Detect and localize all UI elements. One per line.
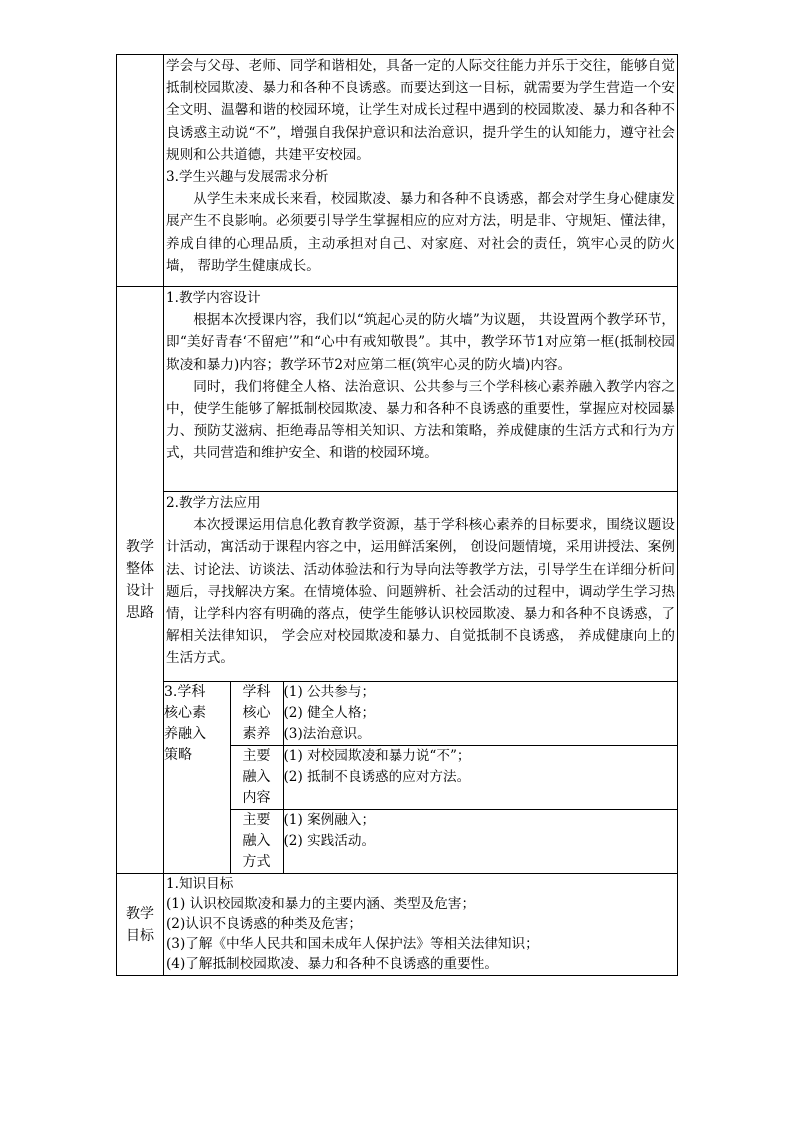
- strategy-item-label: [230, 810, 283, 874]
- design-label-line: 整体: [126, 561, 154, 577]
- goals-line: (3)了解《中华人民共和国未成年人保护法》等相关法律知识；: [166, 936, 539, 952]
- strategy-item-label-line: 核心: [242, 705, 271, 721]
- strategy-item-label-line: 素养: [242, 726, 271, 742]
- strategy-item-label: [230, 682, 283, 746]
- goals-line: (2)认识不良诱惑的种类及危害；: [166, 916, 362, 932]
- strategy-label-line: 策略: [164, 747, 192, 763]
- strategy-item-label-line: 主要: [242, 812, 271, 828]
- analysis-row: [117, 55, 678, 287]
- strategy-item-content: [283, 810, 677, 874]
- goals-content-cell: [164, 874, 678, 976]
- goals-heading: 1.知识目标: [166, 876, 234, 892]
- strategy-item-line: (3)法治意识。: [283, 726, 371, 742]
- strategy-label-line: 核心素: [164, 705, 206, 721]
- analysis-label-cell: [117, 55, 164, 287]
- design-label-line: 设计: [126, 583, 154, 599]
- strategy-item-content: [283, 682, 677, 746]
- goals-label-line: 目标: [126, 927, 154, 944]
- analysis-content-cell: [164, 55, 678, 287]
- strategy-label-line: 养融入: [164, 726, 206, 742]
- strategy-label-line: 3.学科: [164, 684, 206, 700]
- strategy-item-line: (2) 健全人格；: [283, 705, 376, 721]
- strategy-item-label-line: 融入: [242, 833, 271, 849]
- design-row: [117, 287, 678, 874]
- design-label-cell: [117, 287, 164, 874]
- design-label-line: 教学: [126, 539, 154, 555]
- goals-label-line: 教学: [126, 905, 154, 922]
- design-label-line: 思路: [126, 605, 154, 621]
- strategy-table: [164, 682, 677, 873]
- method-heading: 2.教学方法应用: [166, 495, 261, 511]
- content-design-paragraph: 根据本次授课内容，我们以“筑起心灵的防火墙”为议题， 共设置两个教学环节，即“美好青春‘不留疤’”和“心中有戒知敬畏”。其中，教学环节1对应第一框(抵制校园欺凌和暴力)内容；教学环节2对应第二框(筑牢心灵的防火墙)内容。: [166, 312, 675, 373]
- goals-label-cell: [117, 874, 164, 976]
- strategy-item-label-line: 学科: [242, 684, 271, 700]
- strategy-item-line: (1) 对校园欺凌和暴力说“不”；: [283, 748, 471, 764]
- strategy-item-label-line: 内容: [242, 790, 271, 806]
- method-section: [164, 492, 677, 682]
- content-design-paragraph: 同时，我们将健全人格、法治意识、公共参与三个学科核心素养融入教学内容之中，使学生能够了解抵制校园欺凌、暴力和各种不良诱惑的重要性，掌握应对校园暴力、预防艾滋病、拒绝毒品等相关知识、方法和策略，养成健康的生活方式和行为方式，共同营造和维护安全、和谐的校园环境。: [166, 378, 675, 462]
- analysis-paragraph: 学会与父母、老师、同学和谐相处，具备一定的人际交往能力并乐于交往，能够自觉抵制校园欺凌、暴力和各种不良诱惑。而要达到这一目标，就需要为学生营造一个安全文明、温馨和谐的校园环境，让学生对成长过程中遇到的校园欺凌、暴力和各种不良诱惑主动说“不”，增强自我保护意识和法治意识，提升学生的认知能力，遵守社会规则和公共道德，共建平安校园。: [166, 58, 675, 163]
- strategy-item-label-line: 主要: [242, 748, 271, 764]
- goals-line: (4)了解抵制校园欺凌、暴力和各种不良诱惑的重要性。: [166, 956, 498, 972]
- strategy-item-line: (2) 抵制不良诱惑的应对方法。: [283, 769, 471, 785]
- strategy-item-line: (1) 案例融入；: [283, 812, 376, 828]
- strategy-item-label-line: 融入: [242, 769, 271, 785]
- strategy-item-line: (1) 公共参与；: [283, 684, 376, 700]
- strategy-item-label-line: 方式: [242, 854, 271, 870]
- method-paragraph: 本次授课运用信息化教育教学资源，基于学科核心素养的目标要求，围绕议题设计活动，寓活动于课程内容之中，运用鲜活案例， 创设问题情境，采用讲授法、案例法、讨论法、访谈法、活动体验法和行为导向法等教学方法，引导学生在详细分析问题后，寻找解决方案。在情境体验、问题辨析、社会活动的过程中，调动学生学习热情，让学科内容有明确的落点，使学生能够认识校园欺凌、暴力和各种不良诱惑，了解相关法律知识， 学会应对校园欺凌和暴力、自觉抵制不良诱惑， 养成健康向上的生活方式。: [166, 517, 675, 667]
- strategy-item-label: [230, 746, 283, 810]
- content-design-section: [164, 287, 677, 492]
- content-design-heading: 1.教学内容设计: [166, 290, 261, 306]
- goals-row: [117, 874, 678, 976]
- goals-line: (1) 认识校园欺凌和暴力的主要内涵、类型及危害；: [166, 896, 476, 912]
- lesson-plan-table: [116, 54, 678, 976]
- strategy-item-content: [283, 746, 677, 810]
- analysis-paragraph: 从学生未来成长来看，校园欺凌、暴力和各种不良诱惑，都会对学生身心健康发展产生不良影响。必须要引导学生掌握相应的应对方法，明是非、守规矩、懂法律，养成自律的心理品质，主动承担对自己、对家庭、对社会的责任，筑牢心灵的防火墙， 帮助学生健康成长。: [166, 191, 675, 274]
- strategy-label-cell: [164, 682, 230, 873]
- strategy-item-line: (2) 实践活动。: [283, 833, 376, 849]
- analysis-subheading: 3.学生兴趣与发展需求分析: [166, 169, 329, 186]
